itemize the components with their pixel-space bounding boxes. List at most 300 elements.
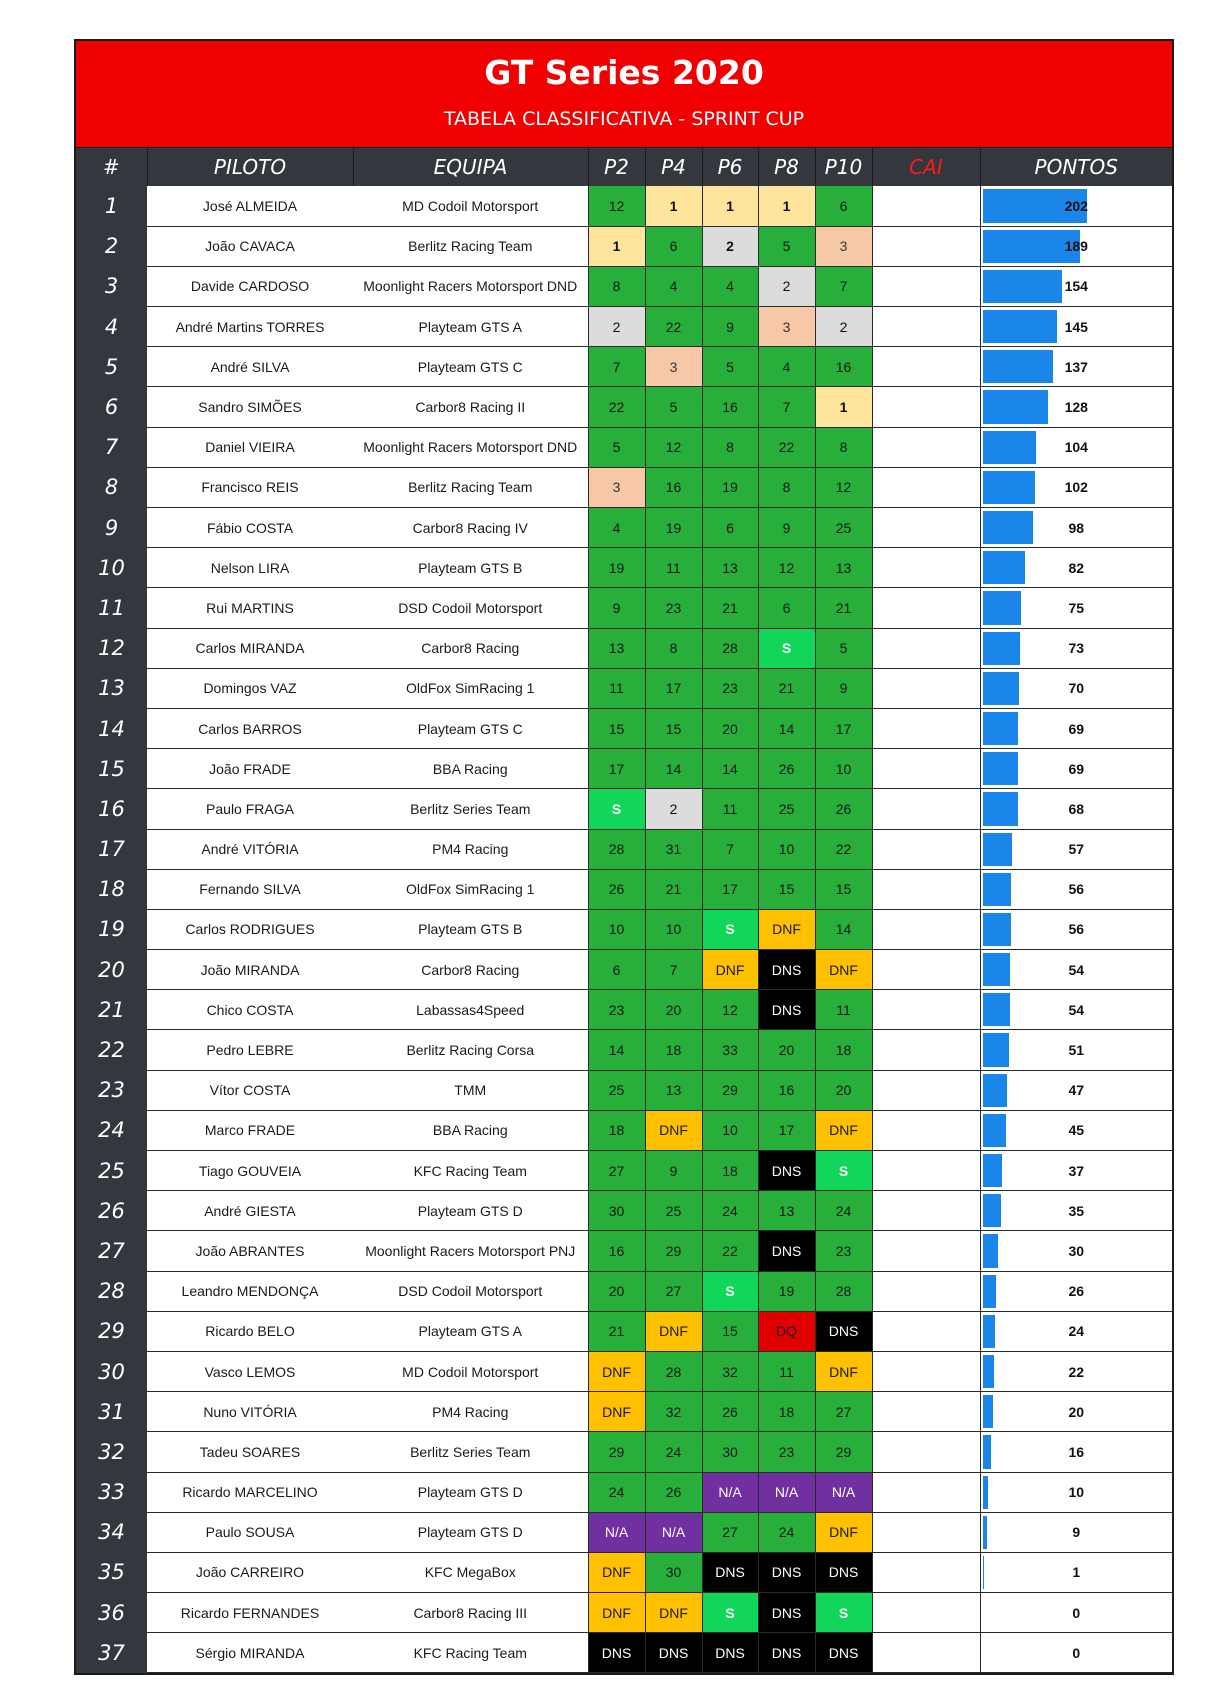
- driver-cell: Tiago GOUVEIA: [147, 1151, 353, 1191]
- points-cell: [980, 1231, 1172, 1271]
- team-cell: KFC Racing Team: [353, 1151, 588, 1191]
- cai-cell: [872, 1070, 980, 1110]
- points-cell: [980, 749, 1172, 789]
- points-value: 51: [1068, 1042, 1085, 1059]
- points-value: 1: [1072, 1564, 1081, 1581]
- race-result-cell: S: [815, 1593, 872, 1633]
- points-value: 0: [1072, 1644, 1081, 1661]
- cai-cell: [872, 668, 980, 708]
- team-cell: Carbor8 Racing III: [353, 1593, 588, 1633]
- race-result-cell: 2: [645, 789, 702, 829]
- race-result-cell: 28: [588, 829, 645, 869]
- race-result-cell: 25: [645, 1191, 702, 1231]
- points-bar: [983, 591, 1022, 624]
- driver-cell: Daniel VIEIRA: [147, 427, 353, 467]
- cai-cell: [872, 628, 980, 668]
- race-result-cell: 5: [758, 226, 815, 266]
- race-result-cell: 30: [588, 1191, 645, 1231]
- race-result-cell: 2: [702, 226, 758, 266]
- driver-cell: Paulo SOUSA: [147, 1512, 353, 1552]
- points-bar: [983, 1194, 1001, 1227]
- cai-cell: [872, 1392, 980, 1432]
- position-cell: 1: [76, 186, 147, 226]
- race-result-cell: 23: [645, 588, 702, 628]
- team-cell: BBA Racing: [353, 1110, 588, 1150]
- race-result-cell: DNF: [645, 1110, 702, 1150]
- race-result-cell: 4: [702, 266, 758, 306]
- cai-cell: [872, 1191, 980, 1231]
- points-value: 102: [1064, 479, 1088, 496]
- points-value: 69: [1068, 720, 1085, 737]
- race-result-cell: 11: [702, 789, 758, 829]
- team-cell: Berlitz Racing Team: [353, 226, 588, 266]
- driver-cell: João CAVACA: [147, 226, 353, 266]
- table-row: [76, 1231, 1172, 1271]
- race-result-cell: DNS: [758, 950, 815, 990]
- points-value: 54: [1068, 961, 1085, 978]
- table-row: [76, 1311, 1172, 1351]
- points-value: 68: [1068, 800, 1085, 817]
- race-result-cell: 28: [645, 1351, 702, 1391]
- race-result-cell: 14: [758, 708, 815, 748]
- race-result-cell: S: [702, 1593, 758, 1633]
- race-result-cell: N/A: [645, 1512, 702, 1552]
- driver-cell: José ALMEIDA: [147, 186, 353, 226]
- race-result-cell: 33: [702, 1030, 758, 1070]
- points-bar: [983, 953, 1011, 986]
- points-value: 24: [1068, 1323, 1085, 1340]
- position-cell: 37: [76, 1633, 147, 1673]
- table-row: [76, 1030, 1172, 1070]
- position-cell: 22: [76, 1030, 147, 1070]
- table-row: [76, 1151, 1172, 1191]
- race-result-cell: DNS: [758, 1633, 815, 1673]
- col-header-race: P10: [815, 148, 872, 186]
- table-row: [76, 749, 1172, 789]
- race-result-cell: 30: [645, 1552, 702, 1592]
- race-result-cell: 3: [815, 226, 872, 266]
- race-result-cell: 4: [588, 508, 645, 548]
- cai-cell: [872, 829, 980, 869]
- race-result-cell: 30: [702, 1432, 758, 1472]
- cai-cell: [872, 1432, 980, 1472]
- points-value: 22: [1068, 1363, 1085, 1380]
- race-result-cell: 16: [588, 1231, 645, 1271]
- race-result-cell: DNS: [758, 990, 815, 1030]
- points-cell: [980, 708, 1172, 748]
- points-bar: [983, 1074, 1007, 1107]
- race-result-cell: 24: [758, 1512, 815, 1552]
- race-result-cell: 18: [758, 1392, 815, 1432]
- race-result-cell: 27: [702, 1512, 758, 1552]
- points-value: 56: [1068, 881, 1085, 898]
- race-result-cell: 26: [702, 1392, 758, 1432]
- points-cell: [980, 1271, 1172, 1311]
- race-result-cell: 25: [815, 508, 872, 548]
- race-result-cell: 24: [702, 1191, 758, 1231]
- points-bar: [983, 431, 1037, 464]
- points-bar: [983, 1355, 994, 1388]
- race-result-cell: 9: [645, 1151, 702, 1191]
- position-cell: 29: [76, 1311, 147, 1351]
- team-cell: Moonlight Racers Motorsport DND: [353, 266, 588, 306]
- race-result-cell: N/A: [815, 1472, 872, 1512]
- team-cell: Playteam GTS B: [353, 909, 588, 949]
- points-cell: [980, 869, 1172, 909]
- position-cell: 14: [76, 708, 147, 748]
- points-cell: [980, 628, 1172, 668]
- table-row: [76, 668, 1172, 708]
- race-result-cell: 20: [702, 708, 758, 748]
- driver-cell: Ricardo FERNANDES: [147, 1593, 353, 1633]
- cai-cell: [872, 186, 980, 226]
- race-result-cell: DQ: [758, 1311, 815, 1351]
- table-row: [76, 1593, 1172, 1633]
- race-result-cell: 27: [588, 1151, 645, 1191]
- race-result-cell: 23: [588, 990, 645, 1030]
- points-value: 202: [1064, 197, 1088, 214]
- points-cell: [980, 226, 1172, 266]
- points-cell: [980, 1311, 1172, 1351]
- race-result-cell: 18: [588, 1110, 645, 1150]
- points-cell: [980, 1030, 1172, 1070]
- race-result-cell: 7: [758, 387, 815, 427]
- race-result-cell: 8: [588, 266, 645, 306]
- points-bar: [983, 1275, 996, 1308]
- col-header-race: P4: [645, 148, 702, 186]
- position-cell: 24: [76, 1110, 147, 1150]
- race-result-cell: 17: [815, 708, 872, 748]
- cai-cell: [872, 1271, 980, 1311]
- race-result-cell: 20: [588, 1271, 645, 1311]
- race-result-cell: N/A: [758, 1472, 815, 1512]
- points-value: 56: [1068, 921, 1085, 938]
- table-row: [76, 1351, 1172, 1391]
- points-bar: [983, 792, 1018, 825]
- driver-cell: Carlos MIRANDA: [147, 628, 353, 668]
- page-subtitle: TABELA CLASSIFICATIVA - SPRINT CUP: [443, 108, 805, 130]
- driver-cell: André GIESTA: [147, 1191, 353, 1231]
- points-bar: [983, 350, 1054, 383]
- race-result-cell: 29: [815, 1432, 872, 1472]
- race-result-cell: 28: [815, 1271, 872, 1311]
- driver-cell: Tadeu SOARES: [147, 1432, 353, 1472]
- points-cell: [980, 1392, 1172, 1432]
- points-bar: [983, 1435, 991, 1468]
- table-row: [76, 950, 1172, 990]
- col-header-points: PONTOS: [980, 148, 1172, 186]
- race-result-cell: 29: [702, 1070, 758, 1110]
- race-result-cell: DNS: [815, 1552, 872, 1592]
- race-result-cell: 18: [702, 1151, 758, 1191]
- position-cell: 30: [76, 1351, 147, 1391]
- race-result-cell: 11: [758, 1351, 815, 1391]
- race-result-cell: 22: [645, 307, 702, 347]
- cai-cell: [872, 1472, 980, 1512]
- table-row: [76, 1552, 1172, 1592]
- points-bar: [983, 1154, 1002, 1187]
- race-result-cell: 9: [588, 588, 645, 628]
- points-cell: [980, 1432, 1172, 1472]
- race-result-cell: 7: [702, 829, 758, 869]
- table-row: [76, 266, 1172, 306]
- race-result-cell: 22: [758, 427, 815, 467]
- points-bar: [983, 1556, 984, 1589]
- points-cell: [980, 186, 1172, 226]
- team-cell: Carbor8 Racing: [353, 950, 588, 990]
- race-result-cell: 17: [758, 1110, 815, 1150]
- position-cell: 11: [76, 588, 147, 628]
- points-cell: [980, 829, 1172, 869]
- cai-cell: [872, 990, 980, 1030]
- position-cell: 13: [76, 668, 147, 708]
- race-result-cell: 8: [815, 427, 872, 467]
- points-cell: [980, 950, 1172, 990]
- team-cell: DSD Codoil Motorsport: [353, 588, 588, 628]
- driver-cell: Francisco REIS: [147, 467, 353, 507]
- race-result-cell: 20: [815, 1070, 872, 1110]
- points-value: 47: [1068, 1082, 1085, 1099]
- driver-cell: Carlos RODRIGUES: [147, 909, 353, 949]
- race-result-cell: 5: [588, 427, 645, 467]
- team-cell: TMM: [353, 1070, 588, 1110]
- race-result-cell: 10: [758, 829, 815, 869]
- cai-cell: [872, 1593, 980, 1633]
- points-bar: [983, 993, 1011, 1026]
- race-result-cell: DNF: [815, 1512, 872, 1552]
- race-result-cell: 15: [815, 869, 872, 909]
- table-row: [76, 1472, 1172, 1512]
- driver-cell: Pedro LEBRE: [147, 1030, 353, 1070]
- points-value: 73: [1068, 640, 1085, 657]
- team-cell: Moonlight Racers Motorsport PNJ: [353, 1231, 588, 1271]
- driver-cell: Nuno VITÓRIA: [147, 1392, 353, 1432]
- points-cell: [980, 1472, 1172, 1512]
- points-cell: [980, 990, 1172, 1030]
- position-cell: 35: [76, 1552, 147, 1592]
- team-cell: OldFox SimRacing 1: [353, 869, 588, 909]
- race-result-cell: N/A: [588, 1512, 645, 1552]
- cai-cell: [872, 1633, 980, 1673]
- position-cell: 33: [76, 1472, 147, 1512]
- points-cell: [980, 1110, 1172, 1150]
- cai-cell: [872, 427, 980, 467]
- cai-cell: [872, 508, 980, 548]
- points-bar: [983, 511, 1033, 544]
- table-row: [76, 588, 1172, 628]
- driver-cell: André Martins TORRES: [147, 307, 353, 347]
- race-result-cell: 14: [645, 749, 702, 789]
- table-row: [76, 427, 1172, 467]
- race-result-cell: 15: [702, 1311, 758, 1351]
- table-row: [76, 990, 1172, 1030]
- race-result-cell: 1: [758, 186, 815, 226]
- points-cell: [980, 1593, 1172, 1633]
- points-value: 54: [1068, 1001, 1085, 1018]
- cai-cell: [872, 1512, 980, 1552]
- table-row: [76, 548, 1172, 588]
- points-bar: [983, 1234, 998, 1267]
- race-result-cell: 29: [645, 1231, 702, 1271]
- race-result-cell: 6: [815, 186, 872, 226]
- race-result-cell: 18: [815, 1030, 872, 1070]
- cai-cell: [872, 1110, 980, 1150]
- table-row: [76, 347, 1172, 387]
- team-cell: Carbor8 Racing II: [353, 387, 588, 427]
- table-row: [76, 909, 1172, 949]
- points-value: 75: [1068, 599, 1085, 616]
- race-result-cell: S: [702, 1271, 758, 1311]
- race-result-cell: 21: [815, 588, 872, 628]
- driver-cell: Nelson LIRA: [147, 548, 353, 588]
- team-cell: OldFox SimRacing 1: [353, 668, 588, 708]
- position-cell: 18: [76, 869, 147, 909]
- points-value: 35: [1068, 1202, 1085, 1219]
- race-result-cell: 13: [645, 1070, 702, 1110]
- position-cell: 15: [76, 749, 147, 789]
- race-result-cell: 29: [588, 1432, 645, 1472]
- race-result-cell: 9: [702, 307, 758, 347]
- race-result-cell: 6: [758, 588, 815, 628]
- team-cell: MD Codoil Motorsport: [353, 1351, 588, 1391]
- race-result-cell: S: [702, 909, 758, 949]
- team-cell: Playteam GTS D: [353, 1512, 588, 1552]
- team-cell: Playteam GTS A: [353, 1311, 588, 1351]
- points-bar: [983, 1516, 988, 1549]
- driver-cell: João FRADE: [147, 749, 353, 789]
- race-result-cell: 1: [815, 387, 872, 427]
- table-row: [76, 467, 1172, 507]
- points-bar: [983, 390, 1049, 423]
- driver-cell: Marco FRADE: [147, 1110, 353, 1150]
- driver-cell: Vítor COSTA: [147, 1070, 353, 1110]
- race-result-cell: 21: [758, 668, 815, 708]
- points-bar: [983, 913, 1012, 946]
- standings-table: [76, 148, 1172, 1673]
- points-value: 10: [1068, 1484, 1085, 1501]
- position-cell: 10: [76, 548, 147, 588]
- team-cell: Carbor8 Racing: [353, 628, 588, 668]
- driver-cell: Davide CARDOSO: [147, 266, 353, 306]
- team-cell: BBA Racing: [353, 749, 588, 789]
- points-bar: [983, 1476, 988, 1509]
- race-result-cell: 13: [758, 1191, 815, 1231]
- race-result-cell: 22: [588, 387, 645, 427]
- race-result-cell: 12: [702, 990, 758, 1030]
- race-result-cell: DNS: [702, 1552, 758, 1592]
- race-result-cell: 6: [588, 950, 645, 990]
- race-result-cell: 1: [702, 186, 758, 226]
- race-result-cell: 6: [645, 226, 702, 266]
- race-result-cell: 16: [702, 387, 758, 427]
- team-cell: DSD Codoil Motorsport: [353, 1271, 588, 1311]
- race-result-cell: 26: [815, 789, 872, 829]
- col-header-race: P2: [588, 148, 645, 186]
- cai-cell: [872, 588, 980, 628]
- table-row: [76, 226, 1172, 266]
- table-row: [76, 387, 1172, 427]
- race-result-cell: 26: [758, 749, 815, 789]
- position-cell: 3: [76, 266, 147, 306]
- points-value: 70: [1068, 680, 1085, 697]
- cai-cell: [872, 950, 980, 990]
- race-result-cell: 19: [758, 1271, 815, 1311]
- points-bar: [983, 1395, 993, 1428]
- cai-cell: [872, 467, 980, 507]
- race-result-cell: N/A: [702, 1472, 758, 1512]
- race-result-cell: 32: [645, 1392, 702, 1432]
- table-row: [76, 508, 1172, 548]
- cai-cell: [872, 1151, 980, 1191]
- position-cell: 28: [76, 1271, 147, 1311]
- points-cell: [980, 307, 1172, 347]
- team-cell: Playteam GTS C: [353, 347, 588, 387]
- team-cell: Berlitz Series Team: [353, 789, 588, 829]
- cai-cell: [872, 1552, 980, 1592]
- team-cell: KFC Racing Team: [353, 1633, 588, 1673]
- race-result-cell: 15: [645, 708, 702, 748]
- points-cell: [980, 1191, 1172, 1231]
- race-result-cell: 26: [645, 1472, 702, 1512]
- points-value: 9: [1072, 1524, 1081, 1541]
- race-result-cell: 8: [702, 427, 758, 467]
- points-value: 0: [1072, 1604, 1081, 1621]
- team-cell: KFC MegaBox: [353, 1552, 588, 1592]
- table-row: [76, 186, 1172, 226]
- race-result-cell: DNS: [815, 1311, 872, 1351]
- race-result-cell: 7: [815, 266, 872, 306]
- cai-cell: [872, 1311, 980, 1351]
- race-result-cell: DNF: [702, 950, 758, 990]
- driver-cell: Domingos VAZ: [147, 668, 353, 708]
- position-cell: 5: [76, 347, 147, 387]
- driver-cell: Sérgio MIRANDA: [147, 1633, 353, 1673]
- points-bar: [983, 1315, 995, 1348]
- table-row: [76, 708, 1172, 748]
- points-cell: [980, 909, 1172, 949]
- points-value: 189: [1064, 238, 1088, 255]
- race-result-cell: 20: [645, 990, 702, 1030]
- race-result-cell: 12: [815, 467, 872, 507]
- race-result-cell: 5: [645, 387, 702, 427]
- race-result-cell: 14: [588, 1030, 645, 1070]
- race-result-cell: 23: [758, 1432, 815, 1472]
- points-bar: [983, 551, 1025, 584]
- race-result-cell: 14: [815, 909, 872, 949]
- position-cell: 36: [76, 1593, 147, 1633]
- position-cell: 7: [76, 427, 147, 467]
- points-cell: [980, 789, 1172, 829]
- cai-cell: [872, 347, 980, 387]
- race-result-cell: 19: [645, 508, 702, 548]
- race-result-cell: 3: [758, 307, 815, 347]
- cai-cell: [872, 266, 980, 306]
- driver-cell: Carlos BARROS: [147, 708, 353, 748]
- team-cell: Playteam GTS B: [353, 548, 588, 588]
- cai-cell: [872, 307, 980, 347]
- race-result-cell: DNS: [758, 1552, 815, 1592]
- race-result-cell: 4: [645, 266, 702, 306]
- table-row: [76, 1512, 1172, 1552]
- driver-cell: André VITÓRIA: [147, 829, 353, 869]
- race-result-cell: 13: [815, 548, 872, 588]
- title-banner: [76, 41, 1172, 148]
- race-result-cell: 25: [588, 1070, 645, 1110]
- driver-cell: André SILVA: [147, 347, 353, 387]
- position-cell: 26: [76, 1191, 147, 1231]
- team-cell: PM4 Racing: [353, 829, 588, 869]
- points-cell: [980, 387, 1172, 427]
